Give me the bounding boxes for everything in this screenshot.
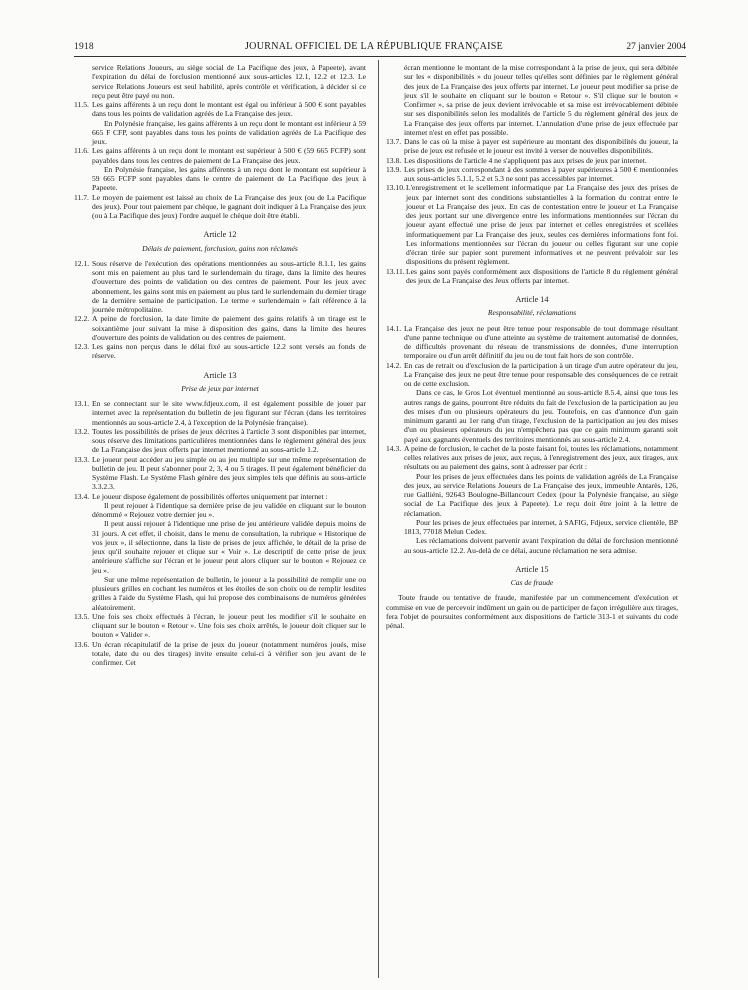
- item-text: Le joueur dispose également de possibilités offertes uniquement par internet :: [92, 491, 328, 501]
- article-item: [386, 183, 678, 266]
- article-heading: Article 15: [515, 564, 549, 574]
- left-column: [74, 63, 366, 667]
- item-text: Le joueur peut accéder au jeu simple ou au jeu multiple sur une même représentation de bulletin de jeu. Il peut s'abonner pour 2, 3, 4 ou 5 tirages. Il peut également bénéficier du Système Flash. Le Système Flash génère des jeux simples tels que définis au sous-article 3.3.2.3.: [92, 454, 366, 492]
- item-number: 13.1.: [74, 399, 90, 408]
- article-heading: Article 13: [203, 370, 237, 380]
- item-number: 12.3.: [74, 342, 90, 351]
- article-subtitle: Cas de fraude: [510, 578, 554, 587]
- article-item: [74, 427, 366, 455]
- item-text: Dans le cas où la mise à payer est supérieure au montant des disponibilités du joueur, la prise de jeux est refusée et le joueur est invité à verser de nouvelles disponibilités.: [404, 137, 678, 156]
- item-paragraph: Dans ce cas, le Gros Lot éventuel mentionné au sous-article 8.5.4, ainsi que tous les autres rangs de gains, pourront être réduits du fait de l'exclusion de la participation au jeu des mises d'un ou plusieurs opérateurs du jeu. Toutefois, en cas d'annonce d'un gain minimum garanti au 1er rang d'un tirage, l'exclusion de la participation au jeu des mises d'un ou plusieurs opérateurs du jeu n'empêchera pas que ce gain minimum garanti soit payé aux gagnants éventuels des territoires mentionnés au sous-article 2.4.: [404, 388, 678, 444]
- article-item: [74, 612, 366, 640]
- article-item: [74, 146, 366, 165]
- publication-date: 27 janvier 2004: [626, 42, 686, 52]
- item-text: Les gains afférents à un reçu dont le montant est égal ou inférieur à 500 € sont payables dans tous les points de validation agréés de La Française des jeux.: [92, 100, 366, 119]
- item-text: En se connectant sur le site www.fdjeux.com, il est également possible de jouer par internet avec la représentation du bulletin de jeu figurant sur l'écran (dans les territoires mentionnés au sous-article 2.4, à l'exception de la Polynésie française).: [92, 399, 366, 427]
- article-item: [386, 361, 678, 389]
- intro-paragraph: service Relations Joueurs, au siège social de La Pacifique des jeux, à Papeete), avant l'expiration du délai de forclusion mentionné aux sous-articles 12.1, 12.2 et 12.3. Le service Relations Joueurs est seul habilité, après contrôle et vérification, à décider si ce reçu peut être payé ou non.: [92, 63, 366, 100]
- item-text: La Française des jeux ne peut être tenue pour responsable de tout dommage résultant d'une panne technique ou d'une atteinte au système de traitement automatisé de données, de difficultés provenant du réseau de transmissions de données, d'une interruption temporaire ou d'un arrêt définitif du jeu ou de tout fait hors de son contrôle.: [404, 323, 678, 361]
- item-text: L'enregistrement et le scellement informatique par La Française des jeux des prises de jeux par internet sont des conditions substantielles à la formation du contrat entre le joueur et La Française des jeux. En cas de contestation entre le joueur et La Française des jeux portant sur une divergence entre les informations mentionnées sur l'écran du joueur ayant effectué une prise de jeux par internet et celles enregistrées et scellées informatiquement par La Française des jeux, seules ces dernières informations font foi. Les informations mentionnées sur l'écran du joueur ou celles figurant sur une copie d'écran tirée sur papier sont purement informatives et ne peuvent prévaloir sur les dispositions du présent règlement.: [406, 183, 678, 267]
- header-rule: [74, 56, 686, 57]
- item-text: Les dispositions de l'article 4 ne s'appliquent pas aux prises de jeux par internet.: [404, 155, 647, 165]
- item-number: 13.4.: [74, 491, 90, 501]
- item-number: 13.11.: [386, 266, 405, 276]
- article-item: [74, 100, 366, 119]
- article-heading: Article 14: [515, 295, 549, 304]
- article-item: [386, 165, 678, 184]
- item-number: 11.6.: [74, 146, 89, 156]
- journal-title: JOURNAL OFFICIEL DE LA RÉPUBLIQUE FRANÇAISE: [244, 41, 503, 52]
- article-item: [386, 156, 678, 165]
- item-number: 13.9.: [386, 164, 402, 174]
- column-divider: [378, 60, 379, 978]
- right-column: [386, 63, 678, 630]
- item-text: Les gains afférents à un reçu dont le montant est supérieur à 500 € (59 665 FCFP) sont payables dans tous les centres de paiement de La Française des jeux.: [92, 146, 366, 165]
- item-text: Toutes les possibilités de prises de jeux décrites à l'article 3 sont disponibles par internet, sous réserve des limitations particulières mentionnées dans le règlement général des jeux de La Française des jeux offerts par internet mentionné au sous-article 1.2.: [92, 426, 366, 455]
- item-paragraph: En Polynésie française, les gains afférents à un reçu dont le montant est inférieur à 59 665 F CFP, sont payables dans tous les points de validation agréés de La Pacifique des jeux.: [92, 118, 366, 146]
- item-number: 12.2.: [74, 314, 90, 324]
- page-number: 1918: [74, 42, 94, 52]
- item-number: 13.6.: [74, 639, 90, 649]
- article-subtitle: Délais de paiement, forclusion, gains non réclamés: [142, 243, 298, 253]
- item-text: Sous réserve de l'exécution des opérations mentionnées au sous-article 8.1.1, les gains sont mis en paiement au plus tard le surlendemain du tirage, dans la limite des heures d'ouverture des points de validation ou des centres de paiement. Pour les jeux avec abonnement, les gains sont mis en paiement au plus tard le surlendemain du dernier tirage de la dernière semaine de participation. Le terme « surlendemain » fait référence à la journée métropolitaine.: [92, 258, 366, 314]
- article-item: [74, 193, 366, 221]
- article-item: [74, 314, 366, 342]
- item-paragraph: Pour les prises de jeux effectuées dans les points de validation agréés de La Française des jeux, au service Relations Joueurs de La Française des jeux, immeuble Antarès, 126, rue Galliéni, 92643 Boulogne-Billancourt Cedex (pour la Polynésie française, au siège social de La Pacifique des jeux à Papeete). Le reçu doit être joint à la lettre de réclamation.: [404, 471, 678, 518]
- item-paragraph: En Polynésie française, les gains afférents à un reçu dont le montant est supérieur à 59 665 FCFP sont payables dans le centre de paiement de La Pacifique des jeux à Papeete.: [92, 164, 366, 193]
- item-paragraph: Il peut rejouer à l'identique sa dernière prise de jeu validée en cliquant sur le bouton dénommé « Rejouez votre dernier jeu ».: [92, 500, 366, 519]
- article-subtitle: Prise de jeux par internet: [181, 383, 259, 393]
- article-subtitle: Responsabilité, réclamations: [487, 308, 577, 318]
- item-text: Les gains sont payés conformément aux dispositions de l'article 8 du règlement général des jeux de La Française des Jeux offerts par internet.: [406, 266, 678, 285]
- item-text: A peine de forclusion, le cachet de la poste faisant foi, toutes les réclamations, notamment celles relatives aux prises de jeux, aux reçus, à l'enregistrement des jeux, aux tirages, aux résultats ou au paiement des gains, sont à adresser par écrit :: [404, 443, 678, 472]
- item-paragraph: Les réclamations doivent parvenir avant l'expiration du délai de forclusion mentionné au sous-article 12.2. Au-delà de ce délai, aucune réclamation ne sera admise.: [404, 536, 678, 555]
- item-number: 13.8.: [386, 155, 402, 165]
- item-number: 14.2.: [386, 360, 402, 370]
- item-text: Les prises de jeux correspondant à des sommes à payer supérieures à 500 € mentionnées aux sous-articles 5.1.1, 5.2 et 5.3 ne sont pas accessibles par internet.: [404, 164, 678, 183]
- item-number: 13.10.: [386, 183, 405, 193]
- article-item: [386, 267, 678, 286]
- item-number: 12.1.: [74, 258, 90, 268]
- item-paragraph: Toute fraude ou tentative de fraude, manifestée par un commencement d'exécution et commise en vue de percevoir indûment un gain ou de participer de façon irrégulière aux tirages, fera l'objet de poursuites conformément aux dispositions de l'article 313-1 et suivants du code pénal.: [386, 593, 678, 630]
- item-number: 11.7.: [74, 192, 89, 202]
- item-text: A peine de forclusion, la date limite de paiement des gains relatifs à un tirage est le soixantième jour suivant la mise à disposition des gains, dans la limite des heures d'ouverture des points de validation ou des centres de paiement.: [92, 314, 366, 342]
- article-item: [74, 455, 366, 492]
- item-paragraph: Pour les prises de jeux effectuées par internet, à SAFIG, Fdjeux, service clientèle, BP 1813, 77018 Melun Cedex.: [404, 517, 678, 536]
- article-item: [386, 137, 678, 156]
- item-paragraph: Il peut aussi rejouer à l'identique une prise de jeu antérieure validée depuis moins de 31 jours. A cet effet, il choisit, dans le menu de consultation, la rubrique « Historique de vos jeux », il sélectionne, dans la liste de prises de jeux affichée, le détail de la prise de jeux qu'il souhaite rejouer et clique sur « Voir ». Le descriptif de cette prise de jeux antérieure s'affiche sur l'écran et le joueur peut alors cliquer sur le bouton « Rejouez ce jeu ».: [92, 519, 366, 575]
- item-paragraph: Sur une même représentation de bulletin, le joueur a la possibilité de remplir une ou plusieurs grilles en cochant les numéros et les étoiles de son choix ou de remplir lesdites grilles à l'aide du Système Flash, qui lui propose des combinaisons de numéros générées aléatoirement.: [92, 574, 366, 612]
- item-text: Le moyen de paiement est laissé au choix de La Française des jeux (ou de La Pacifique des jeux). Pour tout paiement par chèque, le gagnant doit indiquer à La Française des jeux (ou à La Pacifique des jeux) l'ordre auquel le chèque doit être établi.: [92, 192, 366, 220]
- item-number: 13.3.: [74, 454, 90, 464]
- item-number: 13.2.: [74, 426, 90, 436]
- article-item: [74, 640, 366, 668]
- item-number: 14.1.: [386, 323, 402, 333]
- article-item: [74, 342, 366, 361]
- item-text: Les gains non perçus dans le délai fixé au sous-article 12.2 sont versés au fonds de réserve.: [92, 342, 366, 361]
- item-number: 14.3.: [386, 443, 402, 453]
- article-item: [386, 444, 678, 472]
- article-item: [74, 399, 366, 427]
- article-item: [74, 492, 366, 501]
- intro-paragraph: écran mentionne le montant de la mise correspondant à la prise de jeux, qui sera débitée sur les « disponibilités » du joueur telles qu'elles sont définies par le règlement général des jeux de La Française des jeux offerts par internet. Le joueur peut modifier sa prise de jeux s'il le souhaite en cliquant sur le bouton « Retour ». S'il clique sur le bouton « Confirmer », sa prise de jeux devient irrévocable et sa mise est irrévocablement débitée sur ses disponibilités selon les modalités de l'article 5 du règlement général des jeux de La Française des jeux offerts par internet. L'annulation d'une prise de jeux effectuée par internet n'est en effet pas possible.: [404, 63, 678, 137]
- page-header: [0, 0, 748, 52]
- item-text: En cas de retrait ou d'exclusion de la participation à un tirage d'un autre opérateur du jeu, La Française des jeux ne peut être tenue pour responsable des conséquences de ce retrait ou de cette exclusion.: [404, 360, 678, 388]
- item-text: Une fois ses choix effectués à l'écran, le joueur peut les modifier s'il le souhaite en cliquant sur le bouton « Retour ». Une fois ses choix arrêtés, le joueur doit cliquer sur le bouton « Valider ».: [92, 611, 366, 640]
- item-number: 13.5.: [74, 611, 90, 621]
- item-number: 11.5.: [74, 100, 89, 109]
- article-item: [386, 324, 678, 361]
- item-number: 13.7.: [386, 137, 402, 146]
- article-heading: Article 12: [203, 230, 237, 240]
- article-item: [74, 259, 366, 315]
- item-text: Un écran récapitulatif de la prise de jeux du joueur (notamment numéros joués, mise totale, date du ou des tirages) invite ensuite celui-ci à vérifier son jeu avant de le confirmer. Cet: [92, 639, 366, 667]
